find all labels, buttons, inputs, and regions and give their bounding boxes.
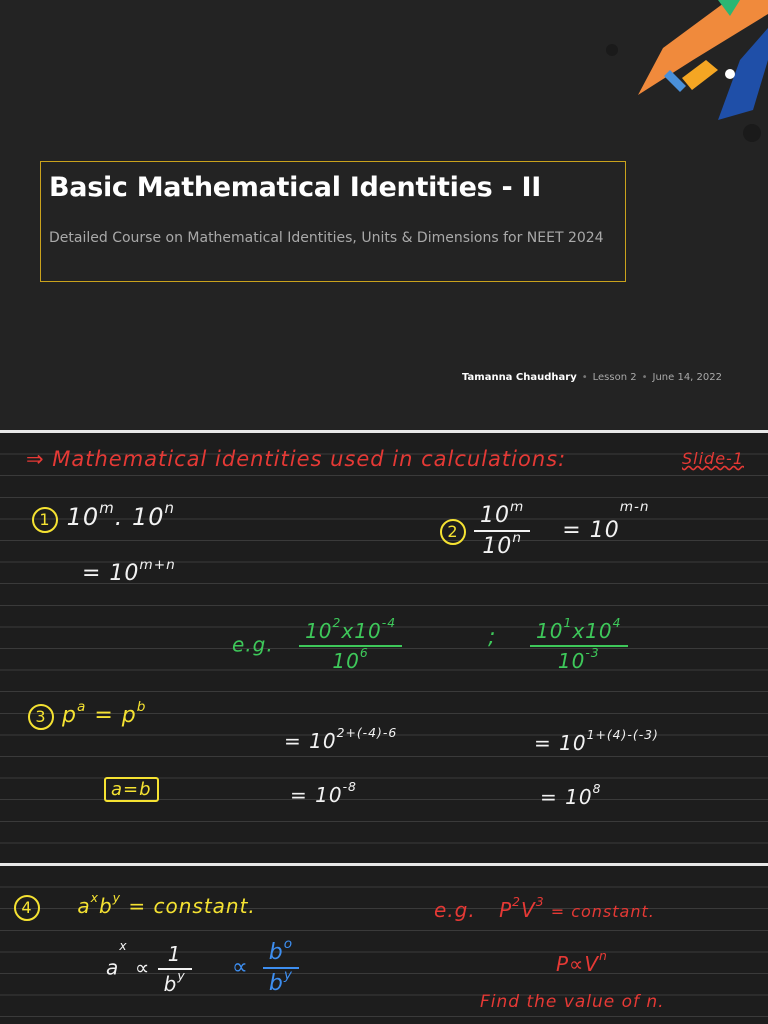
identity-3: 3 $p^a = p^b$ xyxy=(28,703,146,730)
title-box xyxy=(40,161,626,282)
example-pv-question: Find the value of n. xyxy=(480,992,665,1012)
example-2: $\frac{10^1x10^4}{10^{-3}}$ xyxy=(530,619,628,673)
identity-1-result: = $10^{m+n}$ xyxy=(82,557,176,586)
proportionality-extended: ∝ $\frac{b^o}{b^y}$ xyxy=(232,940,299,996)
proportionality: $a^x$ ∝ $\frac{1}{b^y}$ xyxy=(106,942,192,996)
notes-heading: ⇒ Mathematical identities used in calculations: xyxy=(26,447,567,471)
example-pv-proportion: $P\propto V^n$ xyxy=(556,948,608,976)
item-number-3: 3 xyxy=(28,704,54,730)
notes-panel-1 xyxy=(0,433,768,863)
slide-label: Slide-1 xyxy=(682,449,744,468)
item-number-2: 2 xyxy=(440,519,466,545)
stationery-decoration-icon xyxy=(568,0,768,160)
title-slide xyxy=(0,0,768,430)
lesson-number: Lesson 2 xyxy=(592,372,637,383)
item-number-1: 1 xyxy=(32,507,58,533)
course-subtitle: Detailed Course on Mathematical Identities, Units & Dimensions for NEET 2024 xyxy=(49,230,604,246)
calc-2-line-1: = $10^{1+(4)-(-3)}$ xyxy=(534,727,659,755)
example-1: e.g. $\frac{10^2x10^{-4}}{10^6}$ xyxy=(232,619,402,673)
identity-2-fraction: $\frac{10^m}{10^n}$ xyxy=(474,503,530,559)
author-name: Tamanna Chaudhary xyxy=(462,372,577,383)
lesson-date: June 14, 2022 xyxy=(652,372,722,383)
example-separator: ; xyxy=(488,625,497,650)
calc-1-line-2: = $10^{-8}$ xyxy=(290,779,357,807)
notes-panel-2 xyxy=(0,866,768,1024)
calc-1-line-1: = $10^{2+(-4)-6}$ xyxy=(284,725,398,753)
lesson-title: Basic Mathematical Identities - II xyxy=(49,172,541,203)
identity-4: 4 $a^xb^y$ = constant. xyxy=(14,894,256,921)
identity-3-conclusion: a=b xyxy=(104,777,159,802)
calc-2-line-2: = $10^8$ xyxy=(540,781,602,809)
example-pv: e.g. $P^2V^3$ = constant. xyxy=(434,894,655,922)
identity-1: 1 10$^m$. 10$^n$ xyxy=(32,503,175,533)
identity-2: 2 $\frac{10^m}{10^n}$ = $10^{m-n}$ xyxy=(440,503,650,559)
lesson-meta: Tamanna Chaudhary • Lesson 2 • June 14, 2022 xyxy=(462,372,722,383)
item-number-4: 4 xyxy=(14,895,40,921)
